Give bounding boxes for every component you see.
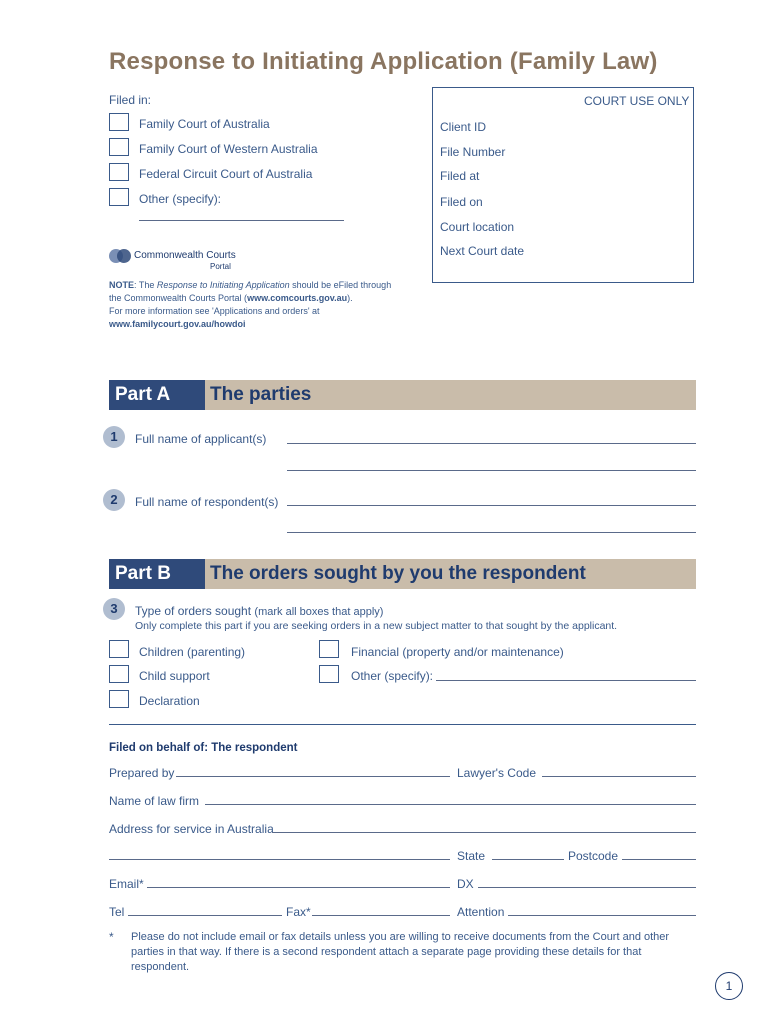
option-family-court-wa: Family Court of Western Australia bbox=[139, 142, 318, 156]
prepared-by-label: Prepared by bbox=[109, 766, 175, 780]
address-label: Address for service in Australia bbox=[109, 822, 274, 836]
email-field[interactable] bbox=[147, 887, 450, 888]
other-orders-field[interactable] bbox=[436, 680, 696, 681]
efile-note bbox=[109, 279, 429, 331]
option-federal-circuit-court: Federal Circuit Court of Australia bbox=[139, 167, 313, 181]
law-firm-field[interactable] bbox=[205, 804, 696, 805]
fax-field[interactable] bbox=[312, 915, 450, 916]
question-2-number: 2 bbox=[103, 489, 125, 511]
attention-field[interactable] bbox=[508, 915, 696, 916]
prepared-by-field[interactable] bbox=[176, 776, 450, 777]
checkbox-family-court[interactable] bbox=[109, 113, 129, 131]
page-title: Response to Initiating Application (Family Law) bbox=[109, 48, 658, 75]
court-field-filed-on: Filed on bbox=[440, 195, 483, 209]
checkbox-federal-circuit-court[interactable] bbox=[109, 163, 129, 181]
note-text-3: the Commonwealth Courts Portal ( bbox=[109, 293, 248, 303]
orders-type-label bbox=[135, 604, 383, 618]
note-bold: NOTE bbox=[109, 280, 135, 290]
section-divider bbox=[109, 724, 696, 725]
note-text-2: should be eFiled through bbox=[289, 280, 392, 290]
option-financial: Financial (property and/or maintenance) bbox=[351, 645, 564, 659]
checkbox-declaration[interactable] bbox=[109, 690, 129, 708]
portal-link[interactable]: www.comcourts.gov.au bbox=[247, 293, 348, 303]
checkbox-child-support[interactable] bbox=[109, 665, 129, 683]
court-field-court-location: Court location bbox=[440, 220, 515, 234]
option-child-support: Child support bbox=[139, 669, 210, 683]
state-label: State bbox=[457, 849, 486, 863]
email-label: Email* bbox=[109, 877, 144, 891]
address-field[interactable] bbox=[272, 832, 696, 833]
checkbox-other-orders[interactable] bbox=[319, 665, 339, 683]
part-b-title: The orders sought by you the respondent bbox=[210, 563, 586, 584]
court-field-next-court-date: Next Court date bbox=[440, 244, 525, 258]
option-declaration: Declaration bbox=[139, 694, 200, 708]
respondent-name-label: Full name of respondent(s) bbox=[135, 495, 279, 509]
dx-field[interactable] bbox=[478, 887, 696, 888]
howdoi-link[interactable]: www.familycourt.gov.au/howdoi bbox=[109, 319, 246, 329]
question-1-number: 1 bbox=[103, 426, 125, 448]
tel-label: Tel bbox=[109, 905, 125, 919]
court-field-filed-at: Filed at bbox=[440, 169, 480, 183]
address-field-2[interactable] bbox=[109, 859, 450, 860]
lawyers-code-field[interactable] bbox=[542, 776, 696, 777]
attention-label: Attention bbox=[457, 905, 505, 919]
lawyers-code-label: Lawyer's Code bbox=[457, 766, 536, 780]
postcode-label: Postcode bbox=[568, 849, 619, 863]
option-other-orders: Other (specify): bbox=[351, 669, 434, 683]
court-field-client-id: Client ID bbox=[440, 120, 487, 134]
law-firm-label: Name of law firm bbox=[109, 794, 200, 808]
note-text-4: ). bbox=[347, 293, 353, 303]
part-a-label: Part A bbox=[109, 380, 205, 410]
page-number: 1 bbox=[715, 972, 743, 1000]
portal-name: Commonwealth Courts bbox=[134, 250, 236, 261]
tel-field[interactable] bbox=[128, 915, 282, 916]
fax-label: Fax* bbox=[286, 905, 311, 919]
note-text-5: For more information see 'Applications and orders' at bbox=[109, 306, 320, 316]
checkbox-children[interactable] bbox=[109, 640, 129, 658]
applicant-name-label: Full name of applicant(s) bbox=[135, 432, 267, 446]
footnote-text: Please do not include email or fax details unless you are willing to receive documents from the Court and other parties in that way. If there is a second respondent attach a separate page providing these details for that respondent. bbox=[131, 931, 670, 973]
postcode-field[interactable] bbox=[622, 859, 696, 860]
checkbox-other[interactable] bbox=[109, 188, 129, 206]
applicant-name-field[interactable] bbox=[287, 443, 696, 444]
court-field-file-number: File Number bbox=[440, 145, 506, 159]
respondent-name-field[interactable] bbox=[287, 505, 696, 506]
part-b-label: Part B bbox=[109, 559, 205, 589]
footnote-bullet: * bbox=[109, 930, 114, 944]
option-family-court: Family Court of Australia bbox=[139, 117, 270, 131]
filed-behalf-heading: Filed on behalf of: The respondent bbox=[109, 742, 298, 754]
question-3-number: 3 bbox=[103, 598, 125, 620]
option-other: Other (specify): bbox=[139, 192, 222, 206]
court-use-heading: COURT USE ONLY bbox=[584, 94, 690, 108]
respondent-name-field-2[interactable] bbox=[287, 532, 696, 533]
note-text-1: : The bbox=[134, 280, 157, 290]
portal-logo-icon bbox=[108, 244, 132, 268]
checkbox-financial[interactable] bbox=[319, 640, 339, 658]
other-specify-line[interactable] bbox=[139, 220, 344, 221]
part-a-title: The parties bbox=[210, 384, 312, 405]
orders-type-hint: (mark all boxes that apply) bbox=[254, 606, 384, 618]
filed-in-label: Filed in: bbox=[109, 93, 152, 107]
option-children: Children (parenting) bbox=[139, 645, 246, 659]
dx-label: DX bbox=[457, 877, 474, 891]
applicant-name-field-2[interactable] bbox=[287, 470, 696, 471]
note-italic: Response to Initiating Application bbox=[156, 280, 290, 290]
checkbox-family-court-wa[interactable] bbox=[109, 138, 129, 156]
orders-type-text: Type of orders sought bbox=[135, 604, 252, 618]
state-field[interactable] bbox=[492, 859, 564, 860]
orders-type-note: Only complete this part if you are seeking orders in a new subject matter to that sought by the applicant. bbox=[135, 620, 618, 632]
portal-sub: Portal bbox=[210, 262, 231, 271]
